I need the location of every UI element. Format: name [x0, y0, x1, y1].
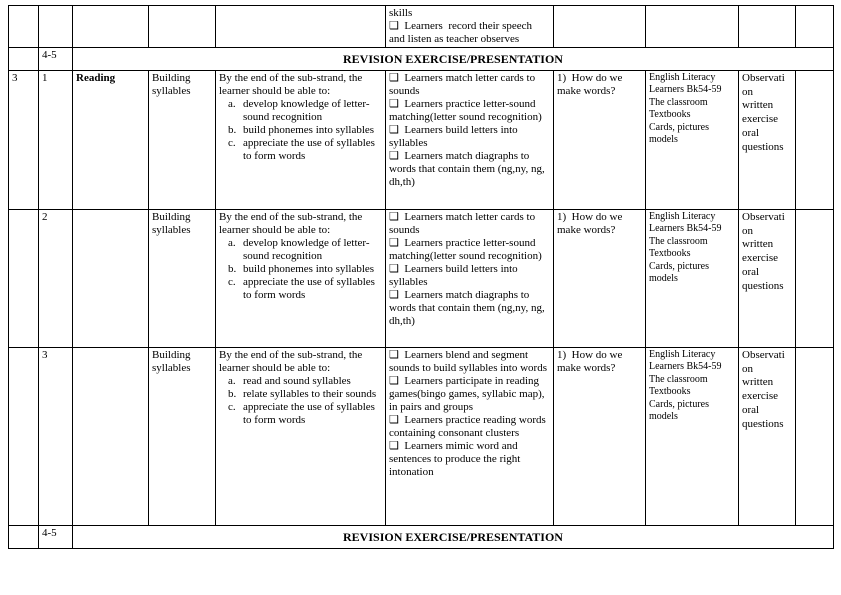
resources-cell	[646, 347, 739, 525]
week-range-cell: 4-5	[39, 525, 73, 548]
objective-label: b.	[228, 387, 237, 400]
objective-text: read and sound syllables	[243, 374, 351, 387]
objective-label: c.	[228, 400, 236, 413]
table-row-lesson-1	[9, 70, 834, 209]
resources-cell	[646, 209, 739, 347]
objective-item	[219, 388, 382, 401]
resource-item: Learners Bk54-59	[649, 223, 722, 235]
objectives-cell	[216, 209, 386, 347]
assessment-line: oral	[742, 265, 760, 278]
extra-cell	[796, 6, 834, 48]
assessment-cell	[739, 70, 796, 209]
assessment-line: exercise	[742, 252, 779, 265]
week-cell	[9, 347, 39, 525]
activity-item: ❑ Learners build letters into syllables	[389, 123, 521, 149]
revision-title-cell: REVISION EXERCISE/PRESENTATION	[73, 525, 834, 548]
assessment-line: Observati	[742, 71, 785, 84]
objective-label: b.	[228, 123, 237, 136]
resource-item: The classroom	[649, 373, 708, 385]
assessment-cell	[739, 6, 796, 48]
sub-strand-cell: Building syllables	[149, 209, 216, 347]
objective-label: a.	[228, 374, 236, 387]
table-row-partial	[9, 6, 834, 48]
assessment-cell	[739, 347, 796, 525]
objectives-intro: By the end of the sub-strand, the learner should be able to:	[219, 210, 363, 236]
objective-item	[219, 237, 382, 263]
lesson-cell: 1	[39, 70, 73, 209]
objective-label: c.	[228, 136, 236, 149]
resource-item: English Literacy	[649, 348, 716, 360]
objectives-cell	[216, 6, 386, 48]
objective-label: b.	[228, 262, 237, 275]
objectives-intro: By the end of the sub-strand, the learner should be able to:	[219, 71, 363, 97]
objective-item	[219, 401, 382, 427]
sub-strand-cell: Building syllables	[149, 347, 216, 525]
objective-text: develop knowledge of letter-sound recognition	[243, 97, 370, 123]
table-row-lesson-2	[9, 209, 834, 347]
inquiry-cell	[554, 6, 646, 48]
objective-text: build phonemes into syllables	[243, 123, 375, 136]
assessment-line: oral	[742, 403, 760, 416]
objective-text: develop knowledge of letter-sound recognition	[243, 236, 370, 262]
resource-item: Cards, pictures	[649, 260, 709, 272]
objective-item	[219, 137, 382, 163]
assessment-line: written	[742, 376, 774, 389]
activity-item: ❑ Learners blend and segment sounds to build syllables into words	[389, 348, 547, 374]
resource-item: models	[649, 273, 678, 285]
extra-cell	[796, 347, 834, 525]
week-range-cell: 4-5	[39, 47, 73, 70]
resource-item: English Literacy	[649, 71, 716, 83]
objective-text: appreciate the use of syllables to form words	[243, 400, 375, 426]
activities-cell	[386, 6, 554, 48]
week-cell	[9, 6, 39, 48]
activity-item: ❑ Learners match letter cards to sounds	[389, 210, 538, 236]
sub-strand-cell	[149, 6, 216, 48]
assessment-line: on	[742, 85, 753, 98]
assessment-line: oral	[742, 126, 760, 139]
resource-item: Learners Bk54-59	[649, 84, 722, 96]
lesson-cell: 2	[39, 209, 73, 347]
activity-item: ❑ Learners participate in reading games(bingo games, syllabic map), in pairs and groups	[389, 374, 548, 413]
activities-cell	[386, 209, 554, 347]
assessment-line: written	[742, 238, 774, 251]
objective-item	[219, 124, 382, 137]
extra-cell	[796, 209, 834, 347]
revision-row	[9, 47, 834, 70]
objective-label: c.	[228, 275, 236, 288]
objective-text: relate syllables to their sounds	[243, 387, 377, 400]
activity-item: ❑ Learners match diagraphs to words that contain them (ng,ny, ng, dh,th)	[389, 149, 548, 188]
strand-cell	[73, 347, 149, 525]
assessment-line: Observati	[742, 348, 785, 361]
objective-label: a.	[228, 97, 236, 110]
resources-cell	[646, 6, 739, 48]
week-cell	[9, 209, 39, 347]
assessment-line: questions	[742, 417, 784, 430]
extra-cell	[796, 70, 834, 209]
assessment-line: written	[742, 99, 774, 112]
assessment-line: Observati	[742, 210, 785, 223]
objective-text: appreciate the use of syllables to form words	[243, 136, 375, 162]
objective-text: appreciate the use of syllables to form words	[243, 275, 375, 301]
objectives-cell	[216, 347, 386, 525]
assessment-line: exercise	[742, 390, 779, 403]
strand-cell	[73, 209, 149, 347]
lesson-cell: 3	[39, 347, 73, 525]
text-line: ❑ Learners record their speech and listen as teacher observes	[389, 19, 535, 45]
resource-item: English Literacy	[649, 210, 716, 222]
week-cell	[9, 525, 39, 548]
activity-item: ❑ Learners mimic word and sentences to produce the right intonation	[389, 439, 524, 478]
activity-item: ❑ Learners match letter cards to sounds	[389, 71, 538, 97]
activity-item: ❑ Learners practice letter-sound matching(letter sound recognition)	[389, 236, 542, 262]
assessment-line: on	[742, 224, 753, 237]
objectives-intro: By the end of the sub-strand, the learner should be able to:	[219, 348, 363, 374]
text-line: skills	[389, 7, 413, 19]
resource-item: Cards, pictures	[649, 398, 709, 410]
assessment-line: questions	[742, 140, 784, 153]
inquiry-cell: 1) How do we make words?	[554, 70, 646, 209]
objective-item	[219, 276, 382, 302]
objective-label: a.	[228, 236, 236, 249]
resource-item: models	[649, 134, 678, 146]
objective-item	[219, 375, 382, 388]
assessment-line: questions	[742, 279, 784, 292]
resource-item: Textbooks	[649, 109, 691, 121]
resource-item: The classroom	[649, 235, 708, 247]
activity-item: ❑ Learners match diagraphs to words that contain them (ng,ny, ng, dh,th)	[389, 288, 548, 327]
strand-cell	[73, 6, 149, 48]
strand-cell: Reading	[73, 70, 149, 209]
resource-item: models	[649, 411, 678, 423]
activity-item: ❑ Learners practice reading words containing consonant clusters	[389, 413, 549, 439]
resources-cell	[646, 70, 739, 209]
objective-text: build phonemes into syllables	[243, 262, 375, 275]
week-cell	[9, 47, 39, 70]
resource-item: Textbooks	[649, 248, 691, 260]
objective-item	[219, 98, 382, 124]
revision-title-cell: REVISION EXERCISE/PRESENTATION	[73, 47, 834, 70]
assessment-cell	[739, 209, 796, 347]
lesson-cell	[39, 6, 73, 48]
resource-item: Cards, pictures	[649, 121, 709, 133]
revision-row	[9, 525, 834, 548]
objective-item	[219, 263, 382, 276]
activity-item: ❑ Learners build letters into syllables	[389, 262, 521, 288]
resource-item: Textbooks	[649, 386, 691, 398]
assessment-line: on	[742, 362, 753, 375]
activity-item: ❑ Learners practice letter-sound matching(letter sound recognition)	[389, 97, 542, 123]
table-row-lesson-3	[9, 347, 834, 525]
resource-item: The classroom	[649, 96, 708, 108]
inquiry-cell: 1) How do we make words?	[554, 209, 646, 347]
resource-item: Learners Bk54-59	[649, 361, 722, 373]
week-cell: 3	[9, 70, 39, 209]
assessment-line: exercise	[742, 113, 779, 126]
scheme-of-work-table	[8, 5, 834, 549]
sub-strand-cell: Building syllables	[149, 70, 216, 209]
objectives-cell	[216, 70, 386, 209]
inquiry-cell: 1) How do we make words?	[554, 347, 646, 525]
activities-cell	[386, 70, 554, 209]
activities-cell	[386, 347, 554, 525]
